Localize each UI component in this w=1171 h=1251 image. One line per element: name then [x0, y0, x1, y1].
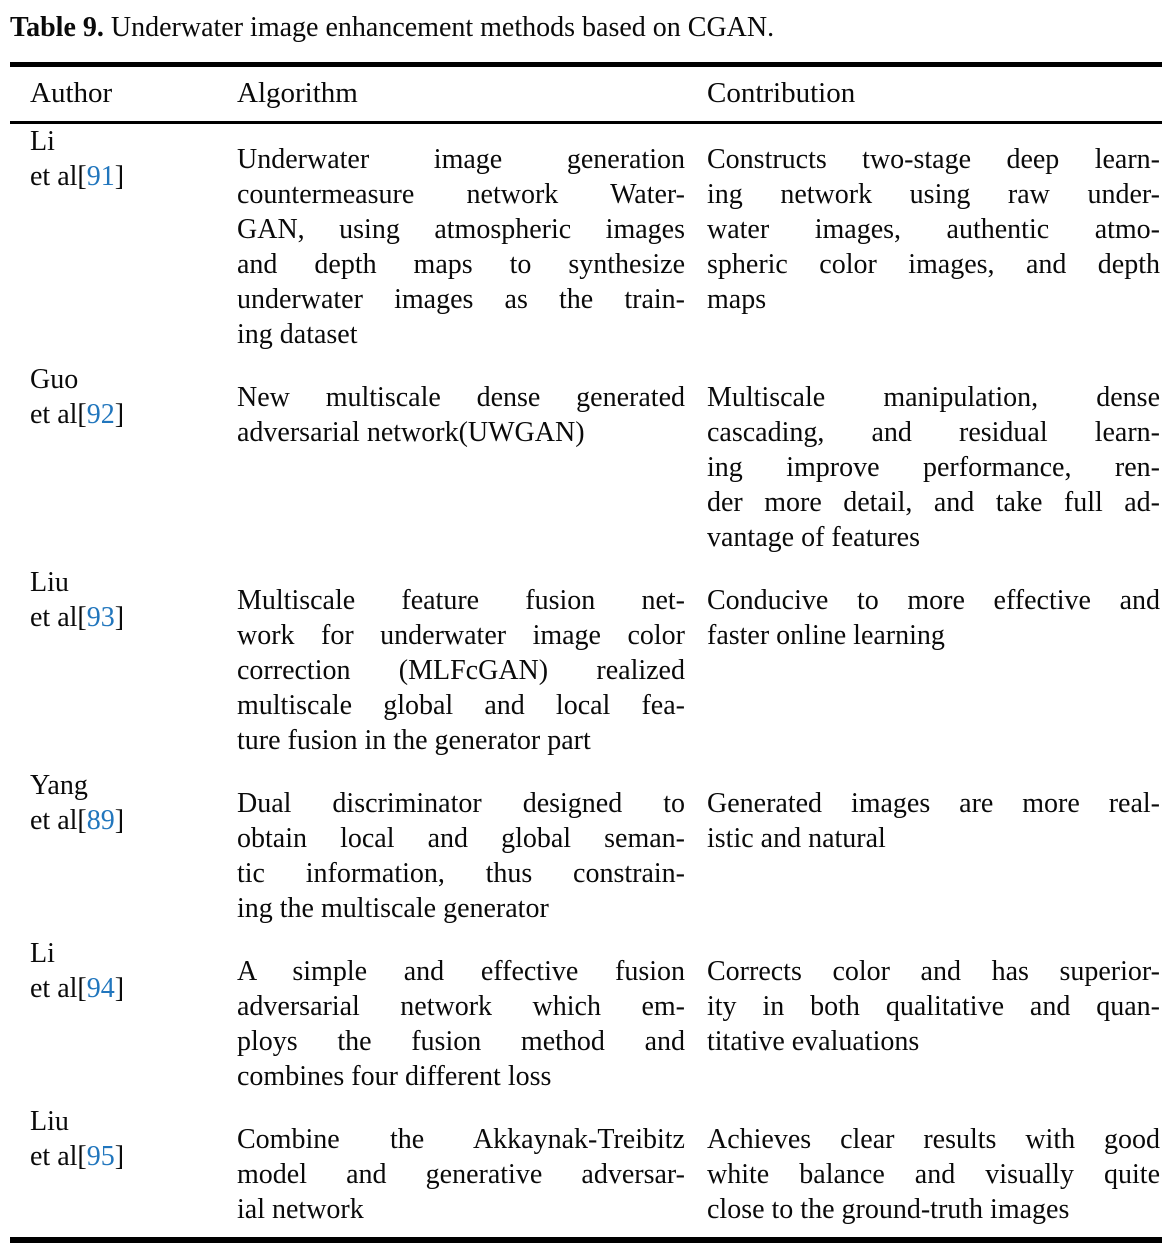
- column-header-algorithm: Algorithm: [237, 77, 358, 109]
- author-etal-prefix: et al[: [30, 973, 87, 1004]
- algorithm-line: correction (MLFcGAN) realized: [237, 655, 685, 686]
- algorithm-line: Multiscale feature fusion net-: [237, 585, 685, 616]
- author-etal-prefix: et al[: [30, 602, 87, 633]
- table-header-row: [10, 67, 1160, 121]
- citation-ref[interactable]: 94: [86, 973, 115, 1004]
- column-header-author: Author: [30, 77, 113, 109]
- contribution-line: ing improve performance, ren-: [707, 452, 1160, 483]
- author-etal-suffix: ]: [114, 805, 125, 836]
- table-bottom-rule: [10, 1237, 1162, 1243]
- author-etal-line: [30, 803, 237, 838]
- algorithm-line: GAN, using atmospheric images: [237, 214, 685, 245]
- author-cell: [30, 565, 237, 758]
- contribution-line: Achieves clear results with good: [707, 1124, 1160, 1155]
- author-name: Liu: [30, 1106, 69, 1137]
- author-etal-suffix: ]: [114, 602, 125, 633]
- citation-ref[interactable]: 89: [86, 805, 115, 836]
- citation-ref[interactable]: 93: [86, 602, 115, 633]
- author-etal-prefix: et al[: [30, 399, 87, 430]
- author-etal-prefix: et al[: [30, 161, 87, 192]
- author-etal-line: [30, 971, 237, 1006]
- author-etal-line: [30, 159, 237, 194]
- contribution-line: der more detail, and take full ad-: [707, 487, 1160, 518]
- citation-ref[interactable]: 95: [86, 1141, 115, 1172]
- contribution-cell: [707, 936, 1160, 1094]
- author-name: Li: [30, 938, 55, 969]
- algorithm-line: and depth maps to synthesize: [237, 249, 685, 280]
- table-body: [10, 124, 1162, 1237]
- contribution-line: Constructs two-stage deep learn-: [707, 144, 1160, 175]
- author-name: Yang: [30, 770, 88, 801]
- algorithm-line: obtain local and global seman-: [237, 823, 685, 854]
- algorithm-line: ploys the fusion method and: [237, 1026, 685, 1057]
- table-row: [10, 565, 1160, 768]
- author-etal-line: [30, 397, 237, 432]
- contribution-line: Multiscale manipulation, dense: [707, 382, 1160, 413]
- table-row: [10, 768, 1160, 936]
- table-row: [10, 1104, 1160, 1237]
- author-etal-suffix: ]: [114, 973, 125, 1004]
- contribution-line: vantage of features: [707, 522, 920, 553]
- algorithm-line: adversarial network(UWGAN): [237, 417, 585, 448]
- algorithm-line: model and generative adversar-: [237, 1159, 685, 1190]
- author-cell: [30, 362, 237, 555]
- contribution-cell: [707, 768, 1160, 926]
- table-caption: [10, 10, 1162, 45]
- algorithm-line: A simple and effective fusion: [237, 956, 685, 987]
- contribution-cell: [707, 1104, 1160, 1227]
- author-etal-line: [30, 1139, 237, 1174]
- author-cell: [30, 936, 237, 1094]
- author-etal-suffix: ]: [114, 1141, 125, 1172]
- algorithm-line: ial network: [237, 1194, 364, 1225]
- contribution-line: spheric color images, and depth: [707, 249, 1160, 280]
- contribution-line: Generated images are more real-: [707, 788, 1160, 819]
- author-etal-prefix: et al[: [30, 805, 87, 836]
- algorithm-cell: [237, 124, 707, 352]
- author-etal-line: [30, 600, 237, 635]
- contribution-line: close to the ground-truth images: [707, 1194, 1070, 1225]
- citation-ref[interactable]: 91: [86, 161, 115, 192]
- algorithm-line: tic information, thus constrain-: [237, 858, 685, 889]
- table-row: [10, 936, 1160, 1104]
- table-row: [10, 362, 1160, 565]
- table-row: [10, 124, 1160, 362]
- table-caption-label: Table 9.: [10, 12, 104, 43]
- algorithm-line: Combine the Akkaynak-Treibitz: [237, 1124, 685, 1155]
- author-cell: [30, 768, 237, 926]
- contribution-line: istic and natural: [707, 823, 886, 854]
- author-etal-prefix: et al[: [30, 1141, 87, 1172]
- algorithm-cell: [237, 1104, 707, 1227]
- table-caption-text: Underwater image enhancement methods based on CGAN.: [103, 12, 775, 43]
- contribution-line: Corrects color and has superior-: [707, 956, 1160, 987]
- contribution-line: faster online learning: [707, 620, 945, 651]
- contribution-line: cascading, and residual learn-: [707, 417, 1160, 448]
- contribution-line: maps: [707, 284, 767, 315]
- algorithm-line: Dual discriminator designed to: [237, 788, 685, 819]
- algorithm-line: work for underwater image color: [237, 620, 685, 651]
- contribution-line: Conducive to more effective and: [707, 585, 1160, 616]
- author-etal-suffix: ]: [114, 399, 125, 430]
- author-cell: [30, 124, 237, 352]
- algorithm-line: adversarial network which em-: [237, 991, 685, 1022]
- author-etal-suffix: ]: [114, 161, 125, 192]
- algorithm-cell: [237, 565, 707, 758]
- contribution-line: white balance and visually quite: [707, 1159, 1160, 1190]
- algorithm-line: ing dataset: [237, 319, 358, 350]
- algorithm-line: New multiscale dense generated: [237, 382, 685, 413]
- contribution-line: titative evaluations: [707, 1026, 920, 1057]
- cgan-methods-table: [10, 62, 1162, 1243]
- author-name: Li: [30, 126, 55, 157]
- citation-ref[interactable]: 92: [86, 399, 115, 430]
- algorithm-line: underwater images as the train-: [237, 284, 685, 315]
- author-name: Liu: [30, 567, 69, 598]
- contribution-line: ing network using raw under-: [707, 179, 1160, 210]
- contribution-line: ity in both qualitative and quan-: [707, 991, 1160, 1022]
- author-cell: [30, 1104, 237, 1227]
- contribution-cell: [707, 124, 1160, 352]
- column-header-contribution: Contribution: [707, 77, 856, 109]
- algorithm-line: countermeasure network Water-: [237, 179, 685, 210]
- algorithm-line: ing the multiscale generator: [237, 893, 549, 924]
- author-name: Guo: [30, 364, 79, 395]
- algorithm-cell: [237, 768, 707, 926]
- algorithm-cell: [237, 362, 707, 555]
- contribution-line: water images, authentic atmo-: [707, 214, 1160, 245]
- contribution-cell: [707, 565, 1160, 758]
- algorithm-line: multiscale global and local fea-: [237, 690, 685, 721]
- algorithm-line: ture fusion in the generator part: [237, 725, 591, 756]
- contribution-cell: [707, 362, 1160, 555]
- algorithm-line: combines four different loss: [237, 1061, 552, 1092]
- algorithm-cell: [237, 936, 707, 1094]
- algorithm-line: Underwater image generation: [237, 144, 685, 175]
